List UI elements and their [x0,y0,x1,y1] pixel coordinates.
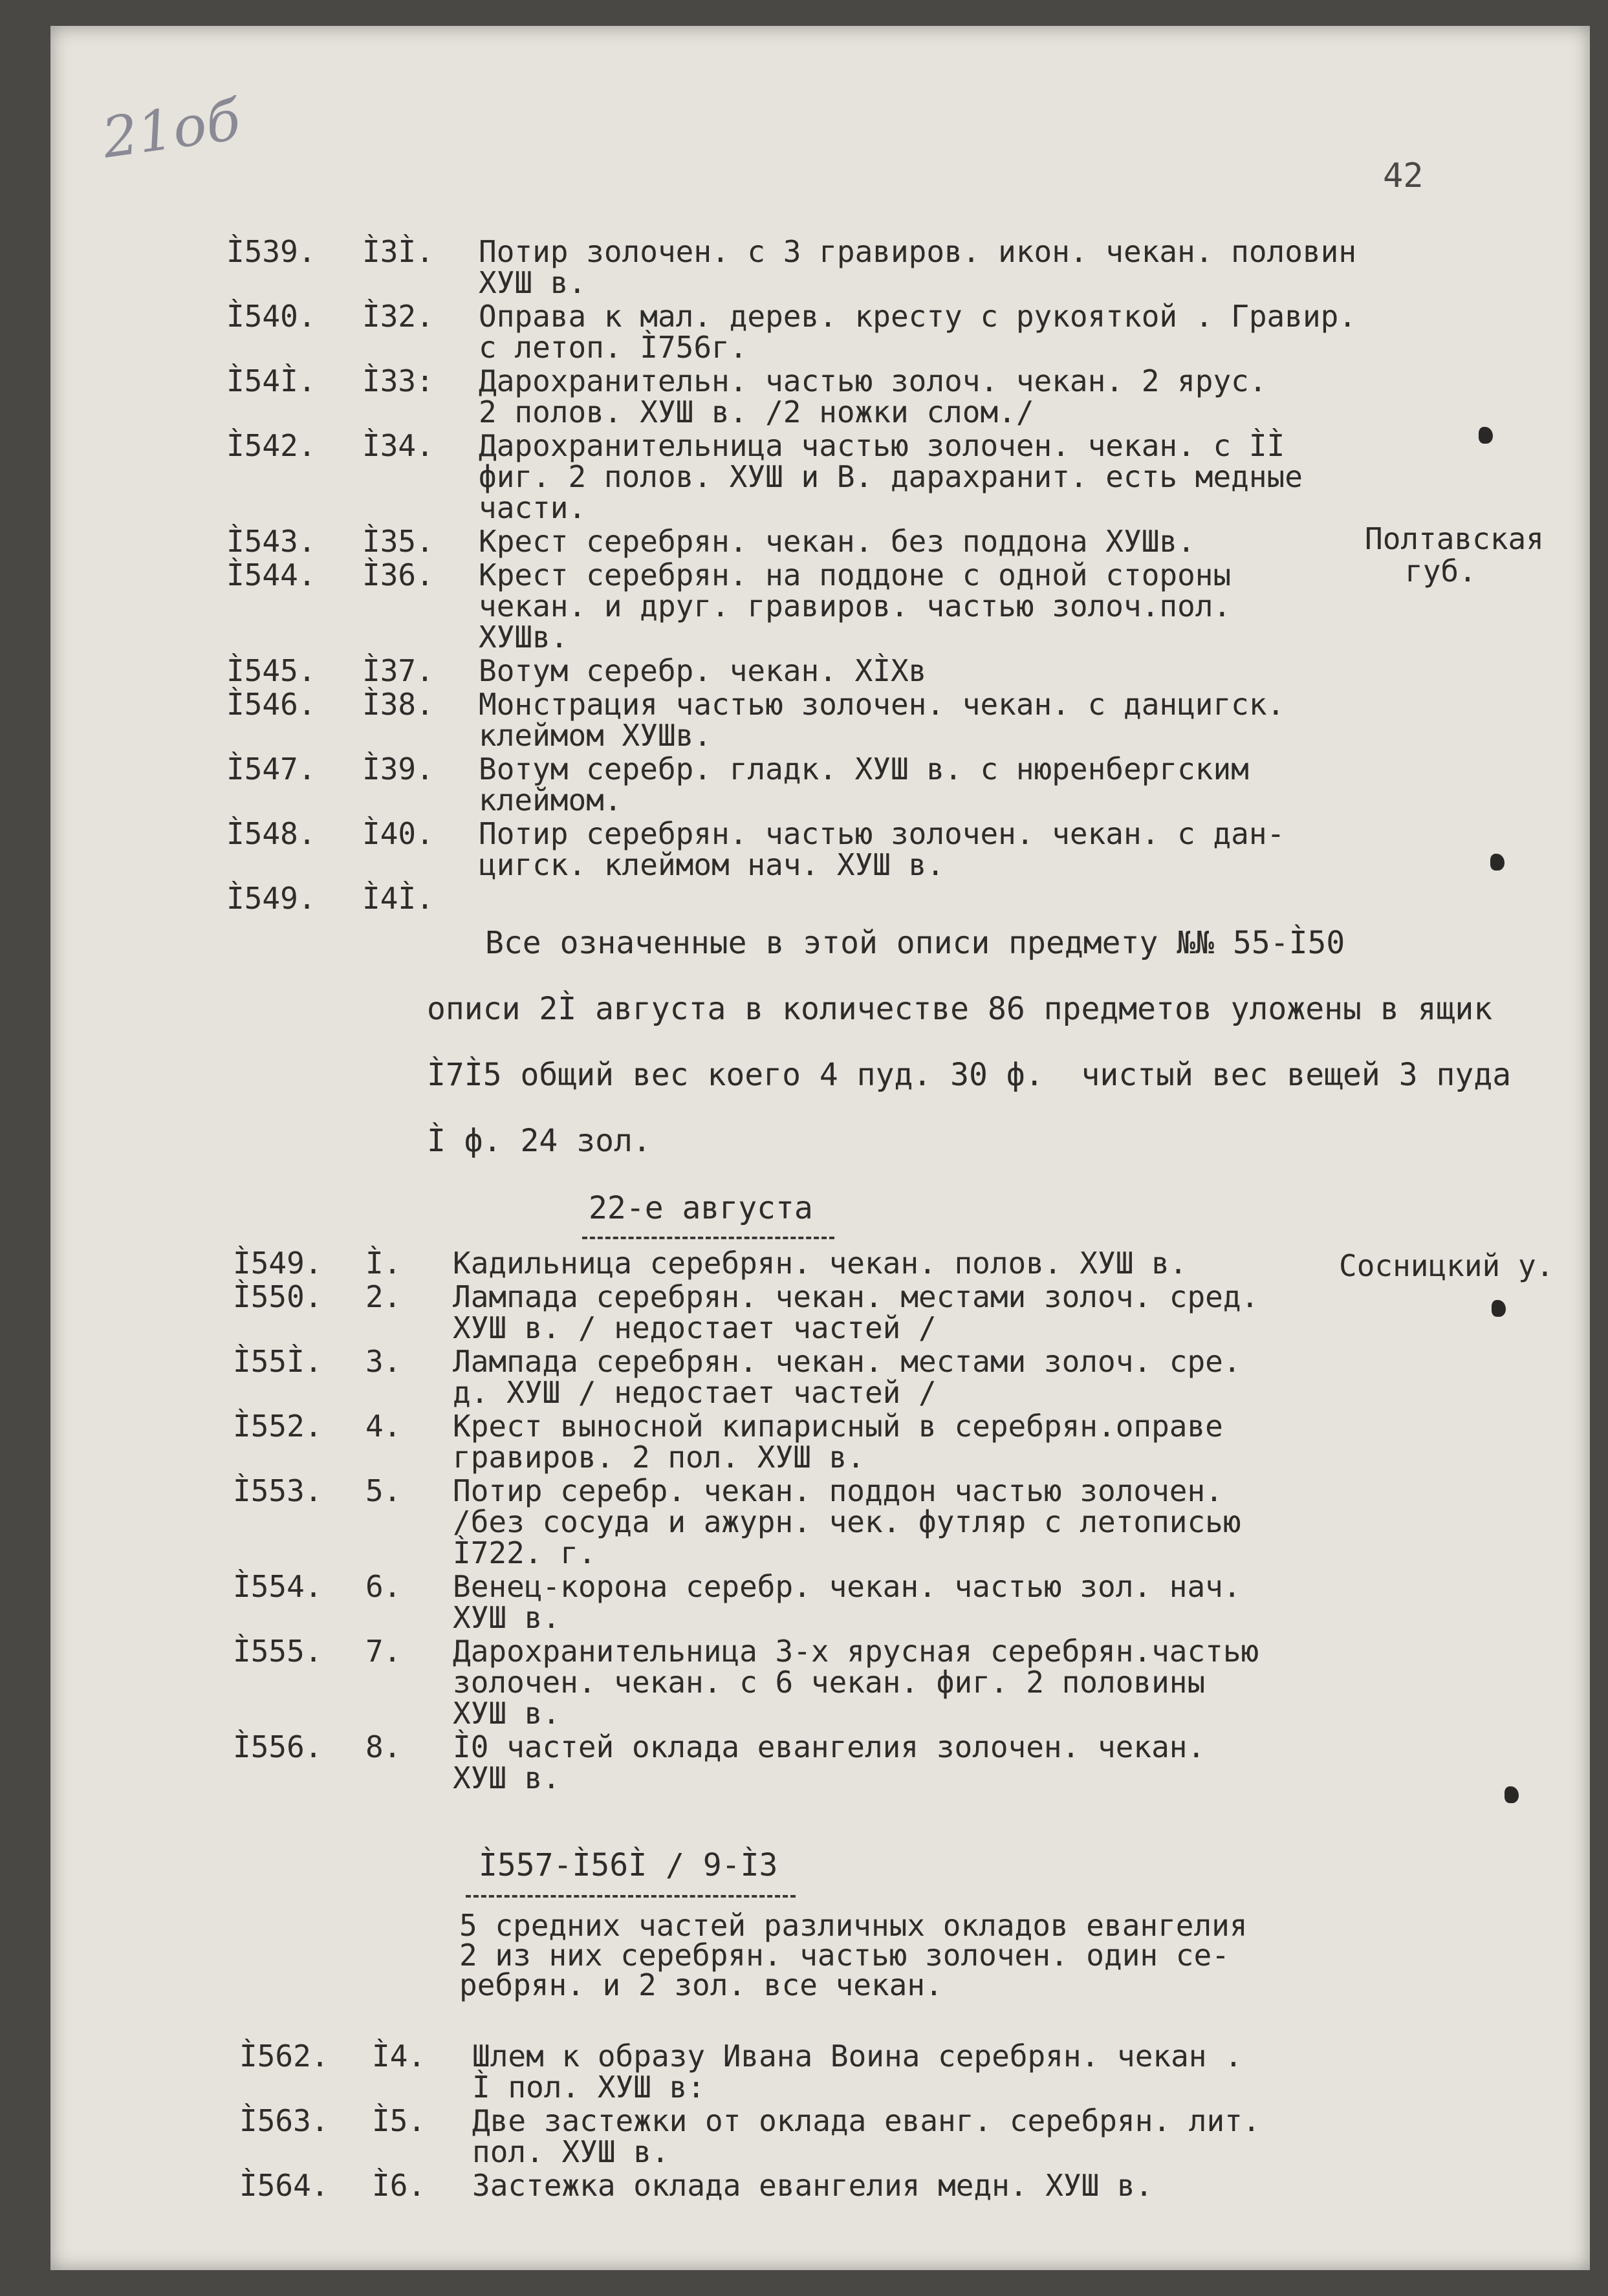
item-description-line: Крест выносной кипарисный в серебрян.оправе [453,1409,1223,1444]
item-number: Ì. [365,1246,402,1281]
item-description-line: с летоп. Ì756г. [479,330,748,365]
item-description-line: Потир золочен. с 3 гравиров. икон. чекан. половин [479,234,1357,269]
item-description-line: Венец-корона серебр. чекан. частью зол. нач. [453,1569,1241,1604]
margin-pencil-note: 21об [98,87,244,171]
item-description-line: Кадильница серебрян. чекан. полов. ХУШ в. [453,1246,1188,1281]
item-description-line: ХУШ в. [453,1760,561,1795]
item-number: 8. [365,1729,402,1764]
item-description-line: части. [479,490,587,525]
item-number: Ì40. [362,816,434,851]
inventory-number: Ì539. [226,234,316,269]
item-number: 7. [365,1634,402,1669]
item-description-line: Потир серебрян. частью золочен. чекан. с дан- [479,816,1285,851]
inventory-number: Ì550. [233,1279,323,1314]
item-number: Ì5. [372,2103,426,2138]
item-number: Ì38. [362,687,434,722]
item-description-line: чекан. и друг. гравиров. частью золоч.пол. [479,589,1232,623]
item-description-line: Ì0 частей оклада евангелия золочен. чекан. [453,1729,1206,1764]
page-number: 42 [1383,157,1424,195]
item-description-line: Крест серебрян. чекан. без поддона ХУШв. [479,524,1195,559]
item-number: Ì39. [362,752,434,786]
inventory-number: Ì554. [233,1569,323,1604]
date-heading: 22-е августа [589,1190,813,1226]
item-description-line: цигск. клеймом нач. ХУШ в. [479,847,945,882]
inventory-number: Ì547. [226,752,316,786]
item-number: Ì3Ì. [362,234,434,269]
item-description-line: Лампада серебрян. чекан. местами золоч. сре. [453,1344,1241,1379]
item-description-line: ХУШ в. [453,1696,561,1731]
item-number: Ì4Ì. [362,881,434,916]
item-number: Ì34. [362,428,434,463]
range-heading-underline [466,1895,796,1898]
item-description-line: гравиров. 2 пол. ХУШ в. [453,1440,865,1475]
item-number: 6. [365,1569,402,1604]
item-description-line: /без сосуда и ажурн. чек. футляр с летописью [453,1504,1241,1539]
range-description [459,1908,1365,2008]
item-description-line: ХУШ в. / недостает частей / [453,1310,937,1345]
item-description-line: фиг. 2 полов. ХУШ и В. дарахранит. есть медные [479,459,1303,494]
inventory-number: Ì543. [226,524,316,559]
ink-mark [1490,854,1505,871]
inventory-number: Ì542. [226,428,316,463]
date-heading-underline [582,1237,834,1239]
item-description-line: Крест серебрян. на поддоне с одной стороны [479,558,1232,592]
inventory-number: Ì562. [239,2039,329,2074]
item-description-line: Оправа к мал. дерев. кресту с рукояткой . Гравир. [479,299,1357,334]
summary-line-3: Ì7Ì5 общий вес коего 4 пуд. 30 ф. чистый вес вещей 3 пуда [427,1057,1512,1093]
ink-mark [1505,1786,1519,1803]
item-number: Ì32. [362,299,434,334]
inventory-number: Ì55Ì. [233,1344,323,1379]
item-description-line: Дарохранительница частью золочен. чекан. с ÌÌ [479,428,1285,463]
item-description-line: 2 полов. ХУШ в. /2 ножки слом./ [479,395,1034,429]
item-number: 5. [365,1473,402,1508]
item-description-line: Дарохранительн. частью золоч. чекан. 2 ярус. [479,363,1267,398]
item-description-line: пол. ХУШ в. [472,2134,669,2169]
item-description-line: д. ХУШ / недостает частей / [453,1375,937,1410]
inventory-number: Ì540. [226,299,316,334]
item-number: Ì6. [372,2168,426,2203]
item-description-line: клеймом. [479,783,622,818]
inventory-number: Ì549. [233,1246,323,1281]
item-description-line: Две застежки от оклада еванг. серебрян. лит. [472,2103,1261,2138]
item-description-line: ХУШв. [479,620,569,655]
item-description-line: Шлем к образу Ивана Воина серебрян. чекан . [472,2039,1243,2074]
item-number: Ì37. [362,653,434,688]
item-number: 4. [365,1409,402,1444]
inventory-number: Ì544. [226,558,316,592]
inventory-number: Ì553. [233,1473,323,1508]
range-text-line-1: 5 средних частей различных окладов евангелия [459,1908,1248,1943]
item-description-line: Вотум серебр. чекан. ХÌХв [479,653,927,688]
range-text-line-2: 2 из них серебрян. частью золочен. один се- [459,1938,1230,1973]
item-description-line: Монстрация частью золочен. чекан. с данцигск. [479,687,1285,722]
item-number: 3. [365,1344,402,1379]
item-description-line: Лампада серебрян. чекан. местами золоч. сред. [453,1279,1259,1314]
inventory-number: Ì563. [239,2103,329,2138]
item-description-line: Потир серебр. чекан. поддон частью золочен. [453,1473,1223,1508]
summary-line-2: описи 2Ì августа в количестве 86 предметов уложены в ящик [427,991,1493,1027]
side-note-province: Полтавская [1365,521,1544,556]
inventory-number: Ì548. [226,816,316,851]
item-number: Ì36. [362,558,434,592]
inventory-number: Ì545. [226,653,316,688]
summary-line-4: Ì ф. 24 зол. [427,1123,651,1159]
item-description-line: ХУШ в. [453,1600,561,1635]
item-number: Ì35. [362,524,434,559]
inventory-number: Ì564. [239,2168,329,2203]
side-note-province-abbr: губ. [1405,554,1477,589]
summary-line-1: Все означенные в этой описи предмету №№ 55-Ì50 [485,925,1345,961]
ink-mark [1479,427,1493,444]
item-description-line: ХУШ в. [479,265,587,300]
item-number: Ì4. [372,2039,426,2074]
item-description-line: золочен. чекан. с 6 чекан. фиг. 2 половины [453,1665,1206,1700]
item-number: 2. [365,1279,402,1314]
inventory-number: Ì555. [233,1634,323,1669]
inventory-number: Ì556. [233,1729,323,1764]
inventory-number: Ì54Ì. [226,363,316,398]
item-description-line: Застежка оклада евангелия медн. ХУШ в. [472,2168,1153,2203]
ink-mark [1492,1300,1506,1317]
range-text-line-3: ребрян. и 2 зол. все чекан. [459,1967,943,2002]
item-description-line: Ì пол. ХУШ в: [472,2070,706,2105]
item-number: Ì33: [362,363,434,398]
inventory-number: Ì552. [233,1409,323,1444]
item-description-line: Дарохранительница 3-х ярусная серебрян.частью [453,1634,1259,1669]
inventory-number: Ì546. [226,687,316,722]
inventory-number: Ì549. [226,881,316,916]
range-heading: Ì557-Ì56Ì / 9-Ì3 [479,1847,778,1883]
item-description-line: Вотум серебр. гладк. ХУШ в. с нюренбергским [479,752,1249,786]
item-description-line: Ì722. г. [453,1535,596,1570]
item-description-line: клеймом ХУШв. [479,718,712,753]
side-note-district: Сосницкий у. [1339,1248,1554,1283]
